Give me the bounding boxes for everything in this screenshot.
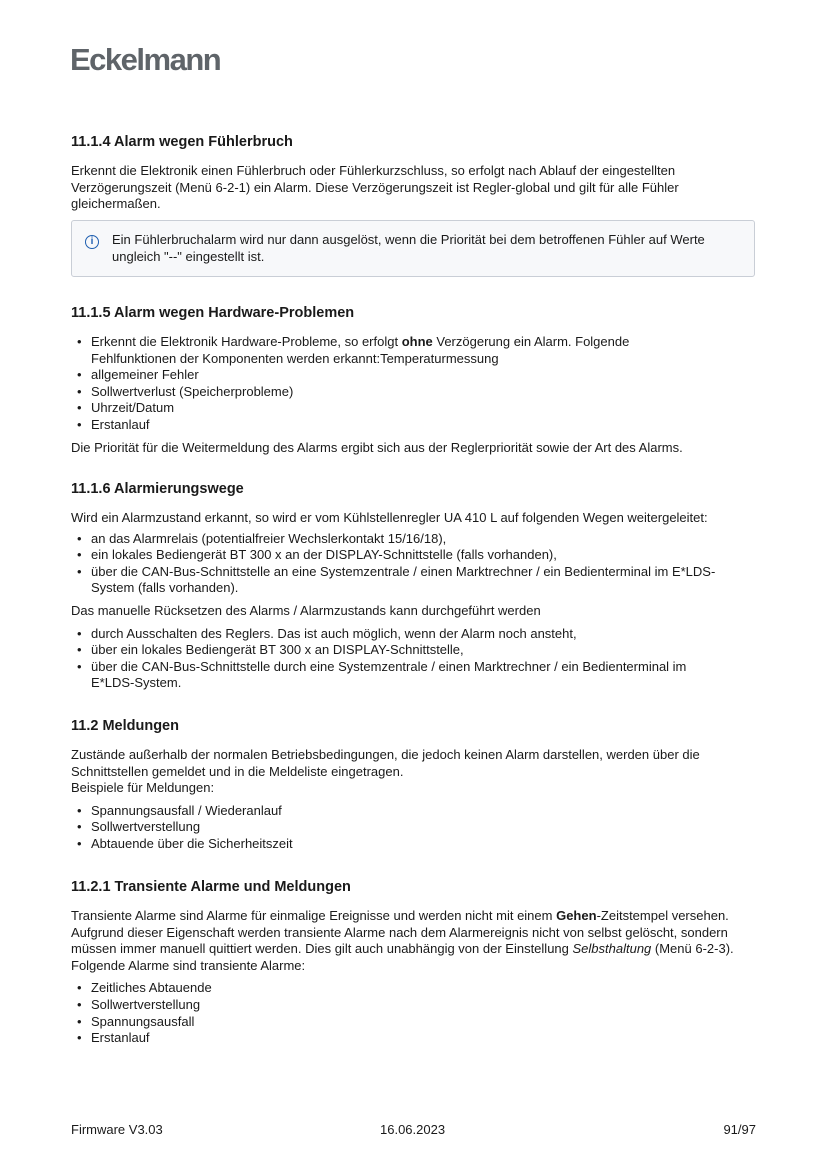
footer-page-number: 91/97 (723, 1122, 756, 1137)
heading: 11.2.1 Transiente Alarme und Meldungen (71, 879, 351, 895)
list-item: • Uhrzeit/Datum (91, 400, 701, 417)
eckelmann-logo: Eckelmann (70, 42, 221, 77)
italic-text: Selbsthaltung (572, 941, 652, 957)
list-item: • Erstanlauf (91, 1030, 761, 1047)
list-item: • Zeitliches Abtauende (91, 980, 761, 997)
bold-text: ohne (401, 334, 433, 349)
list (71, 334, 701, 434)
list-item: • an das Alarmrelais (potentialfreier Wechslerkontakt 15/16/18), (91, 531, 731, 548)
paragraph: Erkennt die Elektronik einen Fühlerbruch oder Fühlerkurzschluss, so erfolgt nach Ablauf der eingestellten Verzögerungszeit (Menü 6-2-1) ein Alarm. Diese Verzögerungszeit ist Regler-global und gilt für alle Fühler gleichermaßen. (71, 163, 679, 212)
list-item: • allgemeiner Fehler (91, 367, 701, 384)
info-note (71, 220, 755, 277)
list-item: • über die CAN-Bus-Schnittstelle durch eine Systemzentrale / einen Marktrechner / ein Bedienterminal im E*LDS-System. (91, 659, 731, 692)
heading: 11.2 Meldungen (71, 718, 179, 734)
section-11-2 (71, 717, 761, 853)
text: Transiente Alarme sind Alarme für einmalige Ereignisse und werden nicht mit einem (71, 908, 557, 923)
list-item: • ein lokales Bediengerät BT 300 x an der DISPLAY-Schnittstelle (falls vorhanden), (91, 547, 731, 564)
paragraph: Das manuelle Rücksetzen des Alarms / Alarmzustands kann durchgeführt werden (71, 602, 541, 618)
list (71, 803, 761, 853)
list-item: • Sollwertverlust (Speicherprobleme) (91, 384, 701, 401)
paragraph: Die Priorität für die Weitermeldung des Alarms ergibt sich aus der Reglerpriorität sowie der Art des Alarms. (71, 439, 683, 455)
info-icon: i (85, 235, 99, 249)
heading: 11.1.6 Alarmierungswege (71, 481, 244, 497)
paragraph: Zustände außerhalb der normalen Betriebsbedingungen, die jedoch keinen Alarm darstellen, werden über die Schnittstellen gemeldet und in die Meldeliste eingetragen. (71, 747, 700, 779)
section-11-2-1 (71, 878, 761, 1047)
text: -Zeitstempel versehen. Aufgrund dieser Eigenschaft werden transiente Alarme nach dem Alarmereignis nicht von selbst gelöscht, sondern müssen immer manuell quittiert werden. Dies gilt auch unabhängig von der Einstellung (71, 908, 729, 957)
note-text: Ein Fühlerbruchalarm wird nur dann ausgelöst, wenn die Priorität bei dem betroffenen Fühler auf Werte ungleich "--" eingestellt ist. (112, 232, 705, 264)
list-item: • Abtauende über die Sicherheitszeit (91, 836, 761, 853)
list-item: • Sollwertverstellung (91, 997, 761, 1014)
list (71, 980, 761, 1046)
list (71, 531, 731, 597)
section-11-1-4 (71, 133, 761, 213)
text: Verzögerung ein Alarm. Folgende Fehlfunktionen der Komponenten werden erkannt:Temperaturmessung (91, 334, 630, 366)
list-item: • über die CAN-Bus-Schnittstelle an eine Systemzentrale / einen Marktrechner / ein Bedienterminal im E*LDS-System (falls vorhanden). (91, 564, 731, 597)
text: Erkennt die Elektronik Hardware-Probleme, so erfolgt (91, 334, 402, 349)
bold-text: Gehen (556, 908, 597, 923)
paragraph: Beispiele für Meldungen: (71, 780, 215, 796)
list-item: • Spannungsausfall (91, 1014, 761, 1031)
section-11-1-5 (71, 304, 761, 456)
list-item: • Sollwertverstellung (91, 819, 761, 836)
footer-date: 16.06.2023 (380, 1122, 446, 1137)
heading: 11.1.5 Alarm wegen Hardware-Problemen (71, 305, 355, 321)
list-item: • durch Ausschalten des Reglers. Das ist auch möglich, wenn der Alarm noch ansteht, (91, 626, 731, 643)
text: (Menü 6-2-3). (651, 941, 734, 957)
list (71, 626, 731, 692)
list-item (91, 334, 701, 367)
section-11-1-6 (71, 480, 761, 692)
paragraph: Folgende Alarme sind transiente Alarme: (71, 957, 306, 973)
paragraph: Wird ein Alarmzustand erkannt, so wird er vom Kühlstellenregler UA 410 L auf folgenden Wegen weitergeleitet: (71, 510, 708, 525)
list-item: • Spannungsausfall / Wiederanlauf (91, 803, 761, 820)
heading: 11.1.4 Alarm wegen Fühlerbruch (71, 134, 293, 150)
footer-version: Firmware V3.03 (71, 1122, 163, 1137)
list-item: • über ein lokales Bediengerät BT 300 x an DISPLAY-Schnittstelle, (91, 642, 731, 659)
paragraph (71, 908, 741, 958)
list-item: • Erstanlauf (91, 417, 701, 434)
